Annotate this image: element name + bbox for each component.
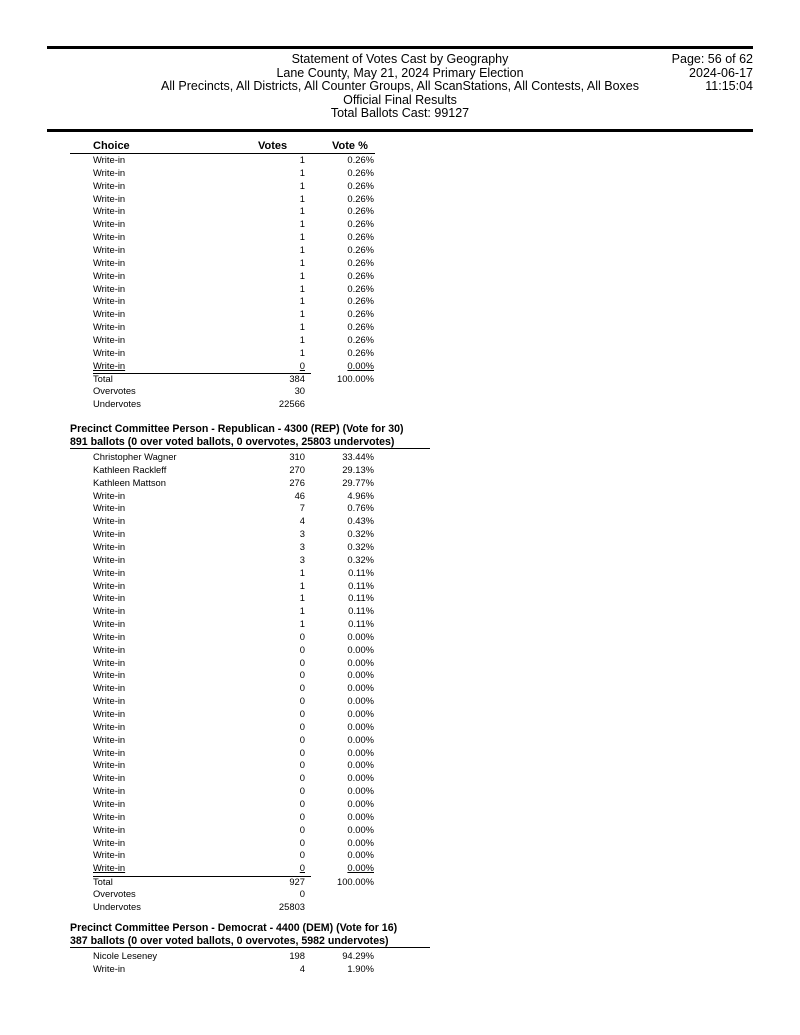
vote-pct-cell: 0.32%	[347, 553, 374, 565]
vote-pct-cell: 33.44%	[342, 451, 374, 462]
choice-cell: Write-in	[93, 849, 126, 861]
vote-pct-cell: 0.00%	[347, 823, 374, 835]
choice-cell: Write-in	[93, 333, 126, 345]
vote-pct-cell: 0.32%	[347, 540, 374, 552]
column-header-votes: Votes	[258, 140, 288, 152]
votes-cell: 30	[294, 385, 305, 397]
votes-cell: 384	[289, 373, 305, 385]
votes-cell: 1	[299, 282, 305, 294]
choice-cell: Write-in	[93, 579, 126, 591]
votes-cell: 0	[299, 630, 305, 642]
vote-pct-cell: 100.00%	[336, 373, 374, 385]
contest-2-underline	[70, 448, 430, 449]
header-center	[47, 53, 753, 121]
vote-pct-cell: 0.00%	[347, 772, 374, 784]
table-row	[0, 554, 800, 567]
table-row	[0, 334, 800, 347]
table-row	[0, 205, 800, 218]
choice-cell: Write-in	[93, 269, 126, 281]
vote-pct-cell: 1.90%	[347, 962, 374, 974]
choice-cell: Christopher Wagner	[93, 451, 177, 462]
table-row	[0, 154, 800, 167]
choice-cell: Write-in	[93, 720, 126, 732]
votes-cell: 1	[299, 231, 305, 243]
choice-cell: Write-in	[93, 192, 126, 204]
table-row	[0, 669, 800, 682]
choice-cell: Undervotes	[93, 900, 141, 912]
vote-pct-cell: 0.26%	[347, 282, 374, 294]
choice-cell: Kathleen Mattson	[93, 476, 166, 488]
choice-cell: Write-in	[93, 836, 126, 848]
votes-cell: 0	[299, 887, 305, 899]
vote-pct-cell: 29.77%	[342, 476, 374, 488]
choice-cell: Kathleen Rackleff	[93, 463, 167, 475]
choice-cell: Total	[93, 373, 113, 385]
votes-cell: 1	[299, 269, 305, 281]
choice-cell: Write-in	[93, 321, 126, 333]
choice-cell: Write-in	[93, 797, 126, 809]
table-row	[0, 618, 800, 631]
votes-cell: 0	[299, 785, 305, 797]
vote-pct-cell: 0.26%	[347, 179, 374, 191]
votes-cell: 0	[299, 772, 305, 784]
table-row	[0, 950, 800, 963]
table-row	[0, 490, 800, 503]
votes-cell: 0	[299, 733, 305, 745]
vote-pct-cell: 0.00%	[347, 630, 374, 642]
vote-pct-cell: 0.00%	[347, 746, 374, 758]
table-row	[0, 849, 800, 862]
report-title: Statement of Votes Cast by Geography	[291, 52, 509, 66]
choice-cell: Write-in	[93, 759, 126, 771]
table-row	[0, 708, 800, 721]
choice-cell: Write-in	[93, 605, 126, 617]
vote-pct-cell: 0.00%	[347, 708, 374, 719]
vote-pct-cell: 0.00%	[347, 695, 374, 707]
vote-pct-cell: 0.00%	[347, 862, 374, 874]
choice-cell: Write-in	[93, 528, 126, 540]
vote-pct-cell: 0.26%	[347, 295, 374, 307]
choice-cell: Write-in	[93, 540, 126, 552]
vote-pct-cell: 100.00%	[336, 876, 374, 888]
votes-cell: 198	[289, 950, 305, 961]
vote-pct-cell: 0.26%	[347, 218, 374, 230]
choice-cell: Write-in	[93, 359, 126, 371]
report-scope: All Precincts, All Districts, All Counter Groups, All ScanStations, All Contests, All Boxes	[161, 79, 639, 94]
vote-pct-cell: 0.26%	[347, 346, 374, 358]
votes-cell: 25803	[278, 900, 305, 912]
table-row	[0, 502, 800, 515]
votes-cell: 0	[299, 708, 305, 719]
vote-pct-cell: 0.26%	[347, 269, 374, 281]
votes-cell: 46	[294, 489, 305, 501]
table-row	[0, 270, 800, 283]
choice-cell: Write-in	[93, 502, 126, 514]
vote-pct-cell: 0.26%	[347, 166, 374, 178]
choice-cell: Write-in	[93, 962, 126, 974]
contest-3-title: Precinct Committee Person - Democrat - 4400 (DEM) (Vote for 16)	[70, 922, 398, 934]
choice-cell: Write-in	[93, 282, 126, 294]
choice-cell: Write-in	[93, 772, 126, 784]
votes-cell: 1	[299, 592, 305, 604]
contest-2-subtitle: 891 ballots (0 over voted ballots, 0 overvotes, 25803 undervotes)	[70, 436, 395, 448]
vote-pct-cell: 29.13%	[342, 463, 374, 475]
table-row	[0, 257, 800, 270]
choice-cell: Write-in	[93, 205, 126, 217]
vote-pct-cell: 0.26%	[347, 205, 374, 217]
table-row	[0, 747, 800, 760]
votes-cell: 1	[299, 179, 305, 191]
choice-cell: Write-in	[93, 566, 126, 578]
table-row	[0, 963, 800, 976]
table-row	[0, 360, 800, 373]
choice-cell: Write-in	[93, 489, 126, 501]
vote-pct-cell: 0.00%	[347, 669, 374, 681]
table-row	[0, 605, 800, 618]
table-row	[0, 308, 800, 321]
table-row	[0, 862, 800, 875]
table-row	[0, 772, 800, 785]
report-date: 2024-06-17	[689, 65, 753, 80]
table-row	[0, 295, 800, 308]
choice-cell: Write-in	[93, 656, 126, 668]
vote-pct-cell: 0.11%	[348, 618, 374, 630]
vote-pct-cell: 0.43%	[347, 515, 374, 527]
vote-pct-cell: 0.11%	[348, 592, 374, 604]
votes-cell: 0	[299, 682, 305, 694]
votes-cell: 0	[299, 862, 305, 874]
contest-3-subtitle: 387 ballots (0 over voted ballots, 0 overvotes, 5982 undervotes)	[70, 935, 389, 947]
vote-pct-cell: 0.26%	[347, 231, 374, 243]
table-row	[0, 541, 800, 554]
vote-pct-cell: 0.00%	[347, 359, 374, 371]
table-row	[0, 657, 800, 670]
votes-cell: 310	[289, 451, 305, 462]
report-time: 11:15:04	[705, 79, 753, 94]
vote-pct-cell: 0.26%	[347, 256, 374, 268]
votes-cell: 1	[299, 566, 305, 578]
votes-cell: 0	[299, 669, 305, 681]
table-row	[0, 811, 800, 824]
table-row	[0, 734, 800, 747]
votes-cell: 1	[299, 205, 305, 217]
table-row	[0, 321, 800, 334]
votes-cell: 4	[299, 515, 305, 527]
choice-cell: Write-in	[93, 669, 126, 681]
choice-cell: Write-in	[93, 154, 126, 165]
votes-cell: 1	[299, 321, 305, 333]
choice-cell: Write-in	[93, 785, 126, 797]
table-row	[0, 759, 800, 772]
votes-cell: 0	[299, 836, 305, 848]
overvotes-row	[0, 385, 800, 398]
votes-cell: 0	[299, 849, 305, 861]
votes-cell: 270	[289, 463, 305, 475]
vote-pct-cell: 0.00%	[347, 785, 374, 797]
vote-pct-cell: 0.11%	[348, 605, 374, 617]
table-row	[0, 167, 800, 180]
table-row	[0, 193, 800, 206]
votes-cell: 0	[299, 746, 305, 758]
choice-cell: Write-in	[93, 810, 126, 822]
table-row	[0, 824, 800, 837]
table-row	[0, 592, 800, 605]
choice-cell: Write-in	[93, 231, 126, 243]
votes-cell: 1	[299, 192, 305, 204]
choice-cell: Write-in	[93, 553, 126, 565]
vote-pct-cell: 0.00%	[347, 759, 374, 771]
vote-pct-cell: 0.00%	[347, 682, 374, 694]
votes-cell: 0	[299, 810, 305, 822]
vote-pct-cell: 4.96%	[347, 489, 374, 501]
election-name: Lane County, May 21, 2024 Primary Election	[276, 65, 524, 80]
top-rule	[47, 46, 753, 49]
choice-cell: Write-in	[93, 746, 126, 758]
column-header-choice: Choice	[93, 140, 130, 152]
choice-cell: Write-in	[93, 695, 126, 707]
table-row	[0, 464, 800, 477]
choice-cell: Write-in	[93, 308, 126, 320]
votes-cell: 7	[299, 502, 305, 514]
vote-pct-cell: 0.26%	[347, 308, 374, 320]
votes-cell: 1	[299, 256, 305, 268]
votes-cell: 1	[299, 579, 305, 591]
table-row	[0, 244, 800, 257]
overvotes-row	[0, 888, 800, 901]
votes-cell: 1	[299, 618, 305, 630]
table-row	[0, 798, 800, 811]
header-bottom-rule	[47, 129, 753, 132]
choice-cell: Write-in	[93, 243, 126, 255]
contest-2-title: Precinct Committee Person - Republican - 4300 (REP) (Vote for 30)	[70, 423, 404, 435]
choice-cell: Overvotes	[93, 887, 136, 899]
vote-pct-cell: 94.29%	[342, 950, 374, 961]
vote-pct-cell: 0.00%	[347, 849, 374, 861]
vote-pct-cell: 0.76%	[347, 502, 374, 514]
choice-cell: Write-in	[93, 643, 126, 655]
votes-cell: 22566	[278, 398, 305, 410]
table-row	[0, 837, 800, 850]
contest-3-underline	[70, 947, 430, 948]
choice-cell: Total	[93, 876, 113, 888]
undervotes-row	[0, 901, 800, 914]
table-row	[0, 218, 800, 231]
choice-cell: Nicole Leseney	[93, 950, 158, 961]
page-number: Page: 56 of 62	[671, 52, 753, 66]
choice-cell: Write-in	[93, 733, 126, 745]
votes-cell: 276	[289, 476, 305, 488]
vote-pct-cell: 0.00%	[347, 810, 374, 822]
votes-cell: 3	[299, 553, 305, 565]
votes-cell: 1	[299, 308, 305, 320]
vote-pct-cell: 0.32%	[347, 528, 374, 540]
table-row	[0, 567, 800, 580]
votes-cell: 1	[299, 346, 305, 358]
choice-cell: Write-in	[93, 346, 126, 358]
results-status: Official Final Results	[343, 92, 457, 107]
votes-cell: 0	[299, 643, 305, 655]
votes-cell: 0	[299, 656, 305, 668]
undervotes-row	[0, 398, 800, 411]
table-row	[0, 477, 800, 490]
vote-pct-cell: 0.26%	[347, 243, 374, 255]
votes-cell: 1	[299, 166, 305, 178]
votes-cell: 4	[299, 962, 305, 974]
table-row	[0, 721, 800, 734]
table-row	[0, 695, 800, 708]
column-header-vote-pct: Vote %	[332, 140, 368, 152]
votes-cell: 1	[299, 154, 305, 165]
vote-pct-cell: 0.00%	[347, 836, 374, 848]
vote-pct-cell: 0.11%	[348, 566, 374, 578]
votes-cell: 0	[299, 759, 305, 771]
votes-cell: 1	[299, 218, 305, 230]
table-row	[0, 528, 800, 541]
vote-pct-cell: 0.00%	[347, 733, 374, 745]
choice-cell: Write-in	[93, 295, 126, 307]
table-row	[0, 451, 800, 464]
choice-cell: Write-in	[93, 515, 126, 527]
choice-cell: Write-in	[93, 618, 126, 630]
table-row	[0, 180, 800, 193]
choice-cell: Write-in	[93, 862, 126, 874]
choice-cell: Overvotes	[93, 385, 136, 397]
table-row	[0, 347, 800, 360]
choice-cell: Write-in	[93, 592, 126, 604]
votes-cell: 0	[299, 823, 305, 835]
total-ballots: Total Ballots Cast: 99127	[330, 106, 470, 121]
vote-pct-cell: 0.00%	[347, 656, 374, 668]
vote-pct-cell: 0.26%	[347, 154, 374, 165]
votes-cell: 0	[299, 720, 305, 732]
vote-pct-cell: 0.26%	[347, 192, 374, 204]
vote-pct-cell: 0.00%	[347, 720, 374, 732]
vote-pct-cell: 0.11%	[348, 579, 374, 591]
votes-cell: 1	[299, 333, 305, 345]
header-right	[672, 53, 753, 94]
table-row	[0, 515, 800, 528]
choice-cell: Write-in	[93, 179, 126, 191]
table-row	[0, 644, 800, 657]
votes-cell: 927	[289, 876, 305, 888]
choice-cell: Write-in	[93, 256, 126, 268]
table-row	[0, 785, 800, 798]
votes-cell: 3	[299, 540, 305, 552]
choice-cell: Undervotes	[93, 398, 141, 410]
vote-pct-cell: 0.26%	[347, 321, 374, 333]
choice-cell: Write-in	[93, 630, 126, 642]
choice-cell: Write-in	[93, 823, 126, 835]
table-row	[0, 682, 800, 695]
votes-cell: 0	[299, 797, 305, 809]
table-row	[0, 231, 800, 244]
table-row	[0, 580, 800, 593]
votes-cell: 1	[299, 243, 305, 255]
choice-cell: Write-in	[93, 166, 126, 178]
vote-pct-cell: 0.26%	[347, 333, 374, 345]
vote-pct-cell: 0.00%	[347, 643, 374, 655]
choice-cell: Write-in	[93, 218, 126, 230]
choice-cell: Write-in	[93, 682, 126, 694]
votes-cell: 1	[299, 605, 305, 617]
table-row	[0, 283, 800, 296]
votes-cell: 3	[299, 528, 305, 540]
votes-cell: 0	[299, 695, 305, 707]
table-row	[0, 631, 800, 644]
votes-cell: 1	[299, 295, 305, 307]
choice-cell: Write-in	[93, 708, 126, 719]
votes-cell: 0	[299, 359, 305, 371]
vote-pct-cell: 0.00%	[347, 797, 374, 809]
